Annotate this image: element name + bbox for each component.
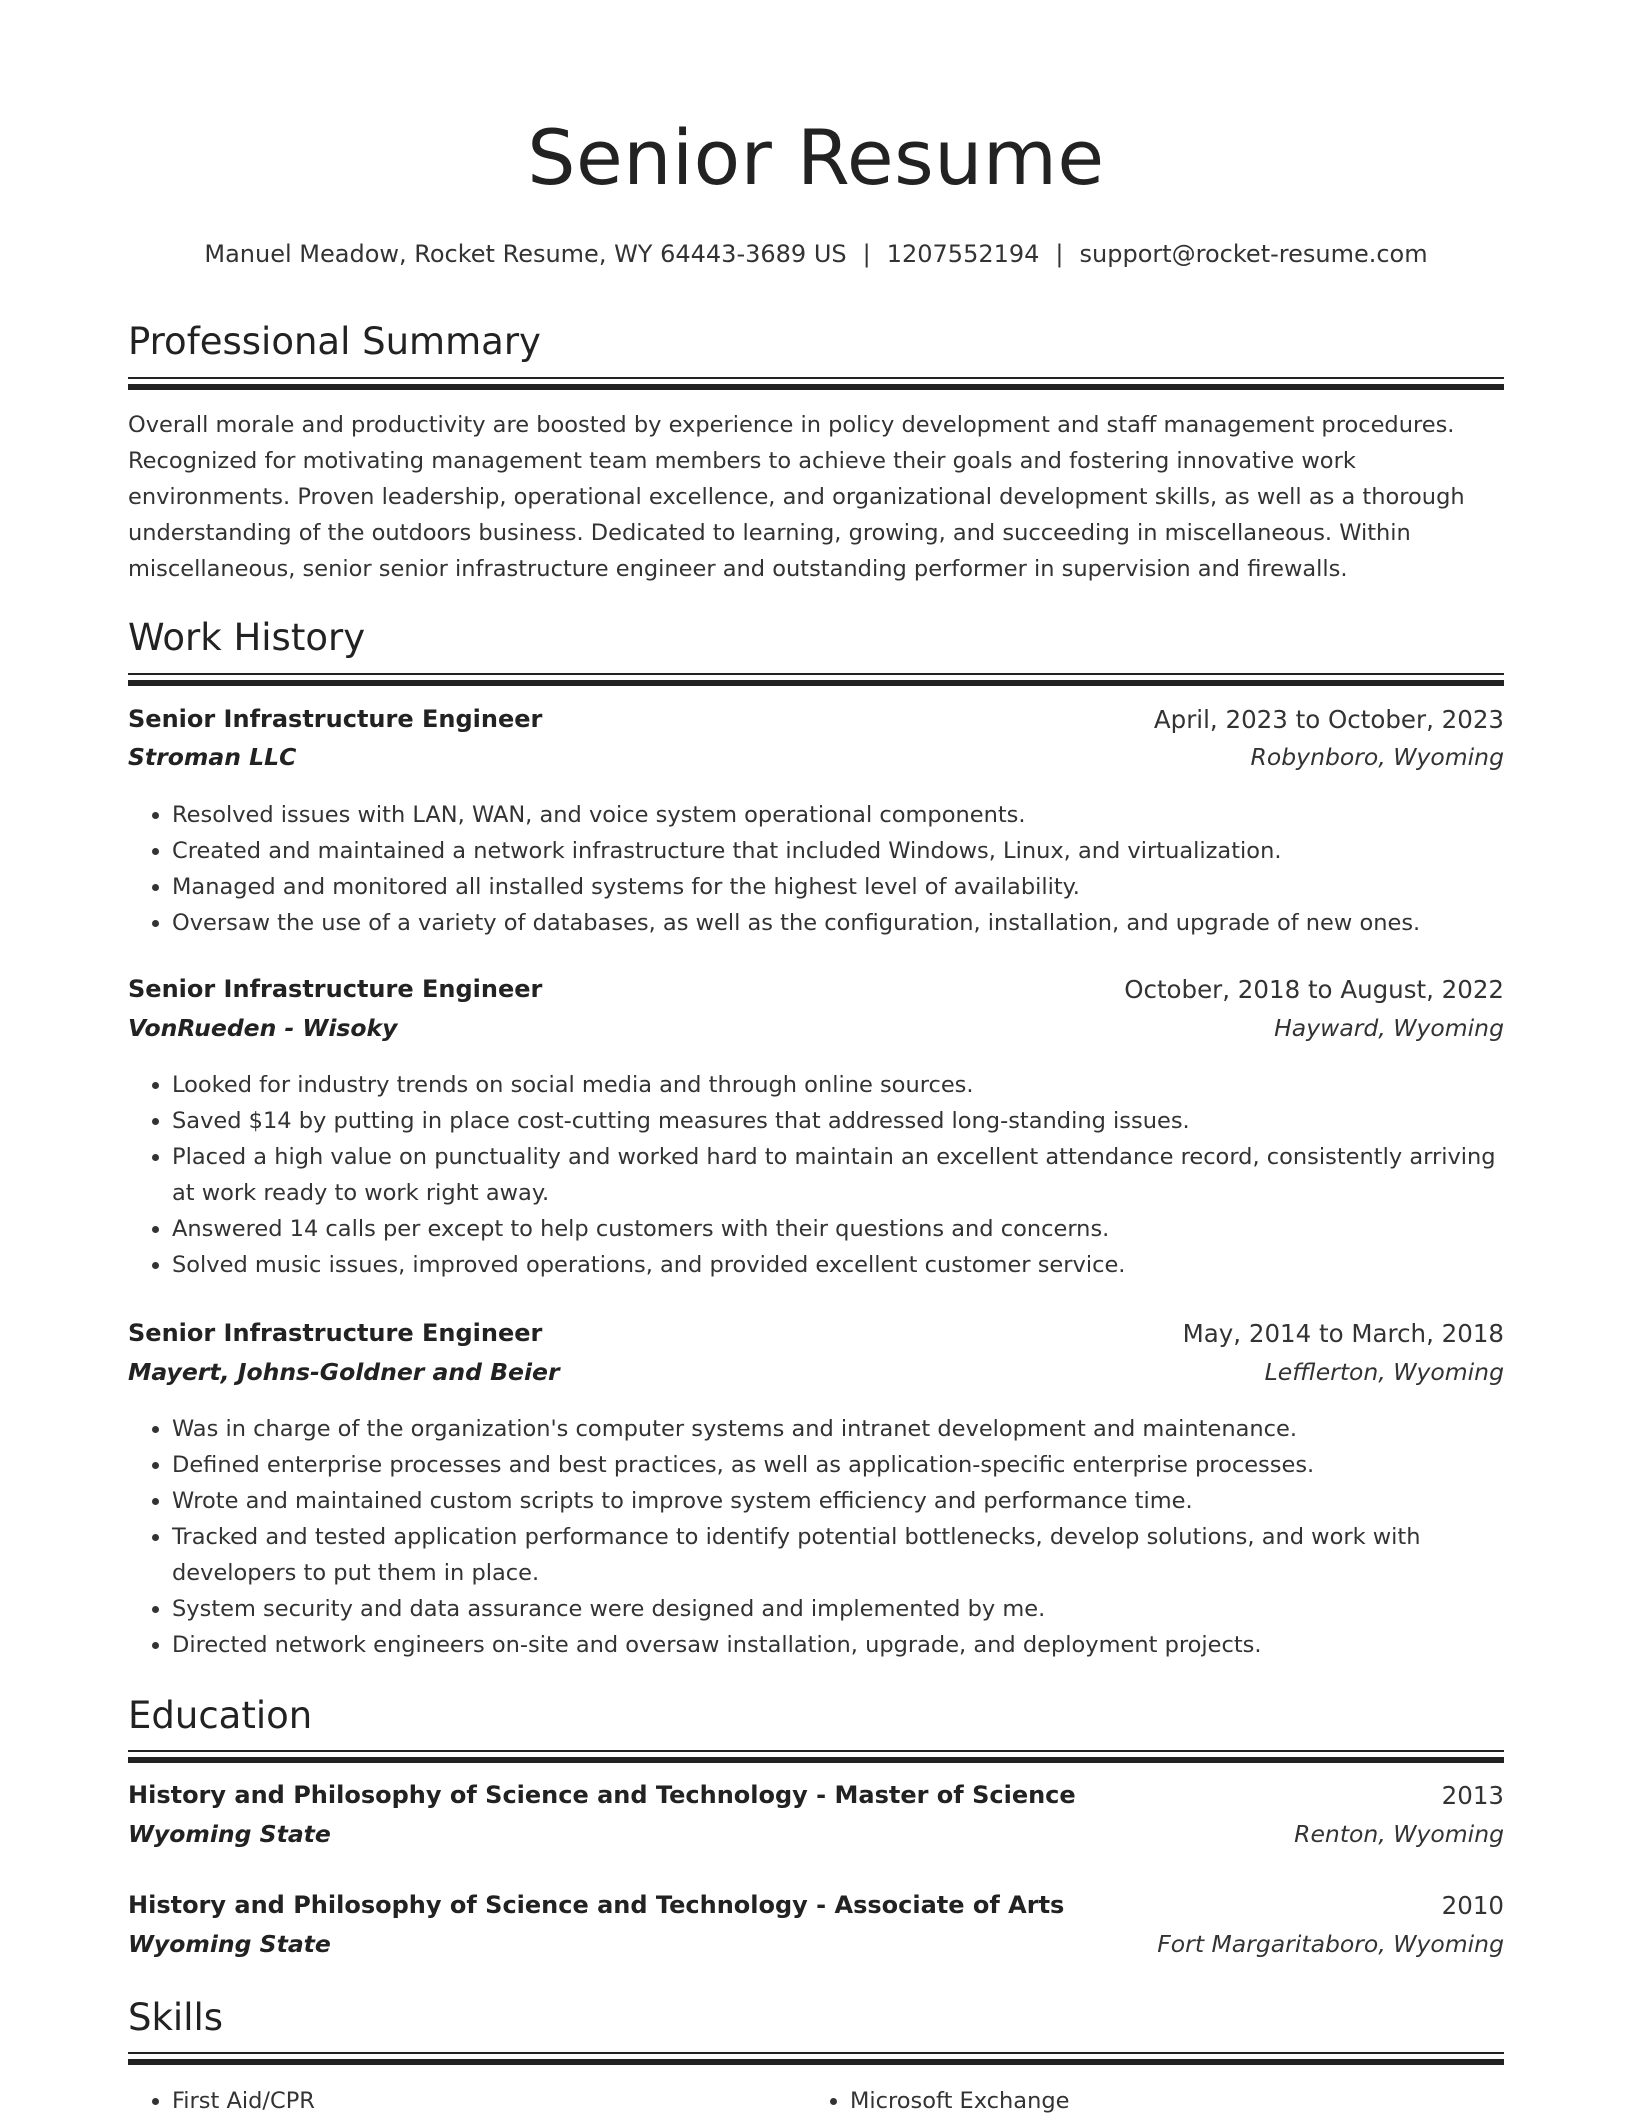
job-location: Hayward, Wyoming bbox=[1274, 1014, 1504, 1042]
summary-rule bbox=[128, 377, 1504, 390]
list-item: • Defined enterprise processes and best practices, as well as application-specific enterprise processes. bbox=[172, 1447, 1504, 1483]
education-school: Wyoming State bbox=[128, 1820, 331, 1848]
summary-line: Recognized for motivating management team members to achieve their goals and fostering innovative work bbox=[128, 448, 1356, 474]
summary-line: miscellaneous, senior senior infrastructure engineer and outstanding performer in supervision and firewalls. bbox=[128, 556, 1348, 582]
skills-heading: Skills bbox=[128, 1996, 224, 2039]
list-item: • Resolved issues with LAN, WAN, and voice system operational components. bbox=[172, 797, 1504, 833]
summary-line: environments. Proven leadership, operational excellence, and organizational development skills, as well as a thorough bbox=[128, 484, 1465, 510]
list-item: • Created and maintained a network infrastructure that included Windows, Linux, and virtualization. bbox=[172, 833, 1504, 869]
job-location: Robynboro, Wyoming bbox=[1250, 743, 1504, 771]
list-item: • Placed a high value on punctuality and worked hard to maintain an excellent attendance record, consistently arriving at work ready to work right away. bbox=[172, 1139, 1504, 1211]
summary-line: understanding of the outdoors business. Dedicated to learning, growing, and succeeding in miscellaneous. Within bbox=[128, 520, 1411, 546]
contact-address: Manuel Meadow, Rocket Resume, WY 64443-3689 US bbox=[204, 240, 847, 268]
summary-line: Overall morale and productivity are boosted by experience in policy development and staff management procedures. bbox=[128, 412, 1455, 438]
list-item: • Looked for industry trends on social media and through online sources. bbox=[172, 1067, 1504, 1103]
education-location: Renton, Wyoming bbox=[1294, 1820, 1504, 1848]
job-dates: May, 2014 to March, 2018 bbox=[1182, 1319, 1504, 1348]
list-item: • Solved music issues, improved operations, and provided excellent customer service. bbox=[172, 1247, 1504, 1283]
job-dates: April, 2023 to October, 2023 bbox=[1153, 705, 1504, 734]
job-company: Stroman LLC bbox=[128, 743, 297, 771]
job-header bbox=[128, 975, 1504, 1011]
contact-email: support@rocket-resume.com bbox=[1079, 240, 1428, 268]
job-dates: October, 2018 to August, 2022 bbox=[1124, 975, 1504, 1004]
job-bullets bbox=[128, 797, 1504, 941]
summary-text bbox=[128, 407, 1504, 587]
contact-separator: | bbox=[862, 240, 871, 268]
list-item: • System security and data assurance were designed and implemented by me. bbox=[172, 1591, 1504, 1627]
education-degree: History and Philosophy of Science and Technology - Associate of Arts bbox=[128, 1891, 1065, 1919]
skills-rule bbox=[128, 2052, 1504, 2065]
job-location: Lefflerton, Wyoming bbox=[1264, 1358, 1504, 1386]
contact-phone: 1207552194 bbox=[886, 240, 1040, 268]
skills-list-right bbox=[806, 2083, 1504, 2119]
job-company: VonRueden - Wisoky bbox=[128, 1014, 398, 1042]
job-title: Senior Infrastructure Engineer bbox=[128, 1319, 543, 1347]
list-item: • Saved $14 by putting in place cost-cutting measures that addressed long-standing issues. bbox=[172, 1103, 1504, 1139]
job-company: Mayert, Johns-Goldner and Beier bbox=[128, 1358, 560, 1386]
list-item: • Oversaw the use of a variety of databases, as well as the configuration, installation, and upgrade of new ones. bbox=[172, 905, 1504, 941]
list-item: • Tracked and tested application performance to identify potential bottlenecks, develop solutions, and work with developers to put them in place. bbox=[172, 1519, 1504, 1591]
summary-heading: Professional Summary bbox=[128, 320, 541, 363]
job-subheader bbox=[128, 743, 1504, 779]
job-bullets bbox=[128, 1067, 1504, 1283]
education-location: Fort Margaritaboro, Wyoming bbox=[1157, 1930, 1504, 1958]
list-item: • Managed and monitored all installed systems for the highest level of availability. bbox=[172, 869, 1504, 905]
skills-list-left bbox=[128, 2083, 808, 2119]
education-year: 2010 bbox=[1441, 1891, 1504, 1920]
work-heading: Work History bbox=[128, 616, 366, 659]
education-heading: Education bbox=[128, 1694, 313, 1737]
job-subheader bbox=[128, 1358, 1504, 1394]
education-header bbox=[128, 1781, 1504, 1817]
education-degree: History and Philosophy of Science and Technology - Master of Science bbox=[128, 1781, 1076, 1809]
list-item: • Wrote and maintained custom scripts to improve system efficiency and performance time. bbox=[172, 1483, 1504, 1519]
list-item: • Answered 14 calls per except to help customers with their questions and concerns. bbox=[172, 1211, 1504, 1247]
education-school: Wyoming State bbox=[128, 1930, 331, 1958]
education-subheader bbox=[128, 1820, 1504, 1856]
resume-title: Senior Resume bbox=[527, 113, 1105, 202]
education-subheader bbox=[128, 1930, 1504, 1966]
job-header bbox=[128, 1319, 1504, 1355]
list-item: • Was in charge of the organization's computer systems and intranet development and maintenance. bbox=[172, 1411, 1504, 1447]
education-rule bbox=[128, 1750, 1504, 1763]
education-year: 2013 bbox=[1441, 1781, 1504, 1810]
job-title: Senior Infrastructure Engineer bbox=[128, 975, 543, 1003]
contact-separator: | bbox=[1055, 240, 1064, 268]
job-subheader bbox=[128, 1014, 1504, 1050]
contact-line bbox=[128, 240, 1504, 269]
list-item: • Directed network engineers on-site and oversaw installation, upgrade, and deployment projects. bbox=[172, 1627, 1504, 1663]
job-header bbox=[128, 705, 1504, 741]
skill-item: • First Aid/CPR bbox=[172, 2083, 808, 2119]
job-bullets bbox=[128, 1411, 1504, 1663]
education-header bbox=[128, 1891, 1504, 1927]
job-title: Senior Infrastructure Engineer bbox=[128, 705, 543, 733]
work-rule bbox=[128, 673, 1504, 686]
skill-item: • Microsoft Exchange bbox=[850, 2083, 1504, 2119]
